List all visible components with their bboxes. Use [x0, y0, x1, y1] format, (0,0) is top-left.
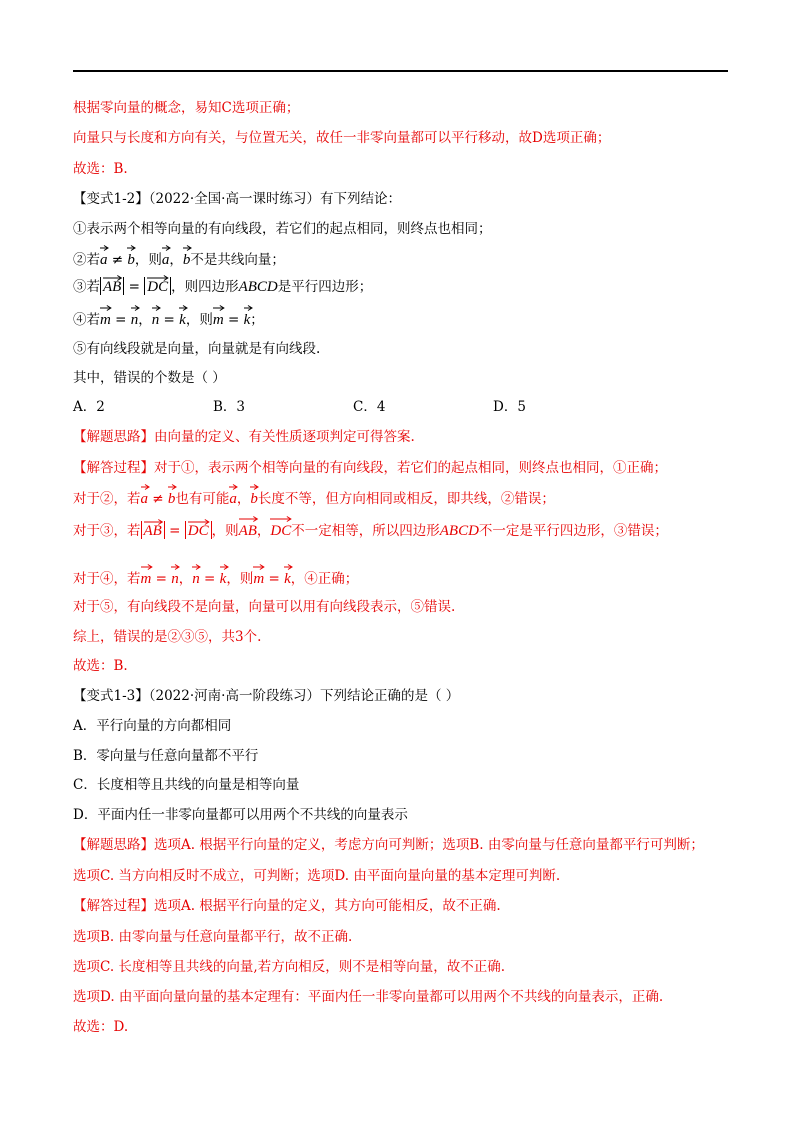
vector-k: k	[220, 566, 227, 589]
prev-answer-line-2: 向量只与长度和方向有关，与位置无关，故任一非零向量都可以平行移动，故D选项正确；	[73, 130, 611, 146]
vector-arrow-icon	[168, 484, 176, 490]
vector-arrow-icon	[131, 305, 139, 311]
vector-arrow-icon	[253, 564, 264, 570]
vector-m: m	[100, 307, 111, 330]
solution-idea: 【解题思路】选项A. 根据平行向量的定义，考虑方向可判断；选项B. 由零向量与任意向量都平行可判断；	[73, 837, 704, 853]
vector-arrow-icon	[284, 564, 292, 570]
problem-source: （2022·河南·高一阶段练习）	[148, 688, 320, 704]
option-b: B．零向量与任意向量都不平行	[73, 748, 259, 764]
solution-process-4: 对于④，若m = n ，n = k ，则m = k ，④正确；	[73, 566, 358, 589]
solution-process-2: 对于②，若a ≠ b 也有可能a ，b 长度不等，但方向相同或相反，即共线，②错误；	[73, 486, 555, 509]
vector-arrow-icon	[141, 564, 152, 570]
option-b: B．3	[213, 399, 246, 415]
problem-13-header	[73, 686, 459, 706]
vector-arrow-icon	[192, 564, 200, 570]
vector-arrow-icon	[179, 305, 187, 311]
vector-arrow-icon	[152, 305, 160, 311]
solution-process-3: 对于③，若 AB = DC ，则AB ，DC 不一定相等，所以四边形ABCD不一定是平行四边形，③错误；	[73, 518, 668, 541]
vector-arrow-icon	[239, 516, 257, 522]
statement-5: ⑤有向线段就是向量，向量就是有向线段.	[73, 341, 321, 357]
answer-choice: 故选：D.	[73, 1019, 129, 1035]
problem-stem: 有下列结论：	[319, 191, 401, 207]
vector-dc: DC	[188, 521, 209, 539]
magnitude	[100, 277, 124, 295]
vector-n: n	[131, 307, 139, 330]
vector-ab: AB	[239, 518, 257, 541]
statement-3: ③若 AB = DC ，则四边形ABCD是平行四边形；	[73, 277, 372, 297]
vector-k: k	[244, 307, 251, 330]
vector-arrow-icon	[229, 484, 237, 490]
vector-arrow-icon	[162, 245, 170, 251]
solution-process-1: 【解答过程】选项A. 根据平行向量的定义，其方向可能相反，故不正确.	[73, 898, 501, 914]
statement-4: ④若m = n ，n = k ，则m = k ；	[73, 307, 264, 330]
vector-arrow-icon	[127, 245, 135, 251]
solution-process-4: 选项D. 由平面向量向量的基本定理有：平面内任一非零向量都可以用两个不共线的向量表示，正确.	[73, 989, 664, 1005]
vector-b: b	[168, 486, 176, 509]
vector-arrow-icon	[188, 519, 209, 525]
vector-a: a	[162, 247, 170, 270]
problem-question: 其中，错误的个数是（ ）	[73, 370, 226, 386]
vector-b: b	[183, 247, 191, 270]
problem-12-header	[73, 189, 401, 209]
vector-a: a	[100, 247, 108, 270]
solution-idea-cont: 选项C. 当方向相反时不成立，可判断；选项D. 由平面向量向量的基本定理可判断.	[73, 868, 561, 884]
option-a: A．2	[73, 399, 105, 415]
problem-source: （2022·全国·高一课时练习）	[148, 191, 320, 207]
vector-n: n	[152, 307, 160, 330]
solution-summary: 综上，错误的是②③⑤，共3个.	[73, 629, 262, 645]
vector-b: b	[127, 247, 135, 270]
vector-ab: AB	[103, 277, 121, 295]
option-c: C．长度相等且共线的向量是相等向量	[73, 777, 300, 793]
option-d: D．5	[493, 399, 526, 415]
vector-arrow-icon	[244, 305, 252, 311]
options-row	[73, 397, 733, 417]
quadrilateral-name: ABCD	[238, 279, 278, 295]
solution-process-5: 对于⑤，有向线段不是向量，向量可以用有向线段表示，⑤错误.	[73, 599, 456, 615]
option-d: D．平面内任一非零向量都可以用两个不共线的向量表示	[73, 807, 408, 823]
magnitude	[144, 277, 171, 295]
header-rule	[73, 70, 728, 72]
vector-a: a	[229, 486, 237, 509]
vector-a: a	[141, 486, 149, 509]
vector-arrow-icon	[100, 245, 108, 251]
problem-tag: 【变式1-3】	[73, 688, 149, 704]
option-a: A．平行向量的方向都相同	[73, 718, 232, 734]
solution-process-3: 选项C. 长度相等且共线的向量,若方向相反，则不是相等向量，故不正确.	[73, 959, 506, 975]
quadrilateral-name: ABCD	[439, 523, 479, 539]
option-c: C．4	[353, 399, 386, 415]
vector-dc: DC	[147, 277, 168, 295]
vector-ab: AB	[144, 521, 162, 539]
vector-n: n	[192, 566, 200, 589]
prev-answer-line-1: 根据零向量的概念，易知C选项正确；	[73, 100, 300, 116]
magnitude	[141, 521, 165, 539]
vector-n: n	[171, 566, 179, 589]
vector-arrow-icon	[144, 519, 162, 525]
vector-m: m	[253, 566, 264, 589]
vector-arrow-icon	[270, 516, 291, 522]
solution-process-2: 选项B. 由零向量与任意向量都平行，故不正确.	[73, 929, 353, 945]
vector-arrow-icon	[103, 275, 121, 281]
vector-arrow-icon	[250, 484, 258, 490]
answer-choice: 故选：B.	[73, 658, 128, 674]
problem-stem: 下列结论正确的是（ ）	[319, 688, 460, 704]
vector-k: k	[284, 566, 291, 589]
idea-tag: 【解题思路】	[73, 429, 154, 445]
idea-tag: 【解题思路】	[73, 837, 154, 853]
vector-arrow-icon	[183, 245, 191, 251]
vector-arrow-icon	[100, 305, 111, 311]
vector-arrow-icon	[213, 305, 224, 311]
vector-m: m	[141, 566, 152, 589]
vector-arrow-icon	[171, 564, 179, 570]
problem-tag: 【变式1-2】	[73, 191, 149, 207]
prev-answer-choice: 故选：B.	[73, 161, 128, 177]
vector-dc: DC	[270, 518, 291, 541]
solution-process-1: 【解答过程】对于①，表示两个相等向量的有向线段，若它们的起点相同，则终点也相同，①正确；	[73, 460, 667, 476]
vector-k: k	[179, 307, 186, 330]
statement-1: ①表示两个相等向量的有向线段，若它们的起点相同，则终点也相同；	[73, 221, 492, 237]
vector-arrow-icon	[220, 564, 228, 570]
vector-arrow-icon	[141, 484, 149, 490]
process-tag: 【解答过程】	[73, 898, 154, 914]
vector-b: b	[250, 486, 258, 509]
vector-m: m	[213, 307, 224, 330]
magnitude	[185, 521, 212, 539]
process-tag: 【解答过程】	[73, 460, 154, 476]
statement-2: ②若a ≠ b ，则a ，b 不是共线向量；	[73, 247, 285, 270]
vector-arrow-icon	[147, 275, 168, 281]
solution-idea: 【解题思路】由向量的定义、有关性质逐项判定可得答案.	[73, 429, 415, 445]
